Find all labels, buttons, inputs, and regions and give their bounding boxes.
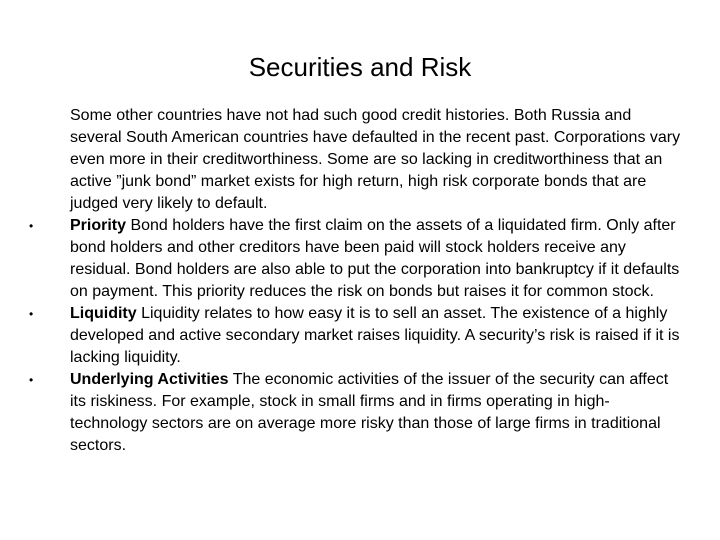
intro-paragraph: Some other countries have not had such good credit histories. Both Russia and several South American countries have defaulted in the recent past. Corporations vary even more in their creditworthiness. Some are so lacking in creditworthiness that an active ”junk bond” market exists for high return, high risk corporate bonds that are judged very likely to default. xyxy=(70,107,681,212)
slide-body xyxy=(0,105,720,457)
bullet-marker: • xyxy=(29,373,34,387)
bullet-marker: • xyxy=(29,307,34,321)
bullet-text: Bond holders have the first claim on the assets of a liquidated firm. Only after bond holders and other creditors have been paid will stock holders receive any residual. Bond holders are also able to put the corporation into bankruptcy if it defaults on payment. This priority reduces the risk on bonds but raises it for common stock. xyxy=(70,217,680,300)
bullet-marker: • xyxy=(29,219,34,233)
bullet-heading: Liquidity xyxy=(70,305,137,322)
slide-title: Securities and Risk xyxy=(248,52,472,82)
bullet-item-priority xyxy=(0,215,680,303)
bullet-item-underlying-activities xyxy=(0,369,680,457)
bullet-heading: Priority xyxy=(70,217,127,234)
bullet-item-liquidity xyxy=(0,303,680,369)
bullet-heading: Underlying Activities xyxy=(70,371,229,388)
bullet-text: The economic activities of the issuer of the security can affect its riskiness. For example, stock in small firms and in firms operating in high-technology sectors are on average more risky than those of large firms in traditional sectors. xyxy=(70,371,669,454)
bullet-text: Liquidity relates to how easy it is to sell an asset. The existence of a highly developed and active secondary market raises liquidity. A security’s risk is raised if it is lacking liquidity. xyxy=(70,305,680,366)
